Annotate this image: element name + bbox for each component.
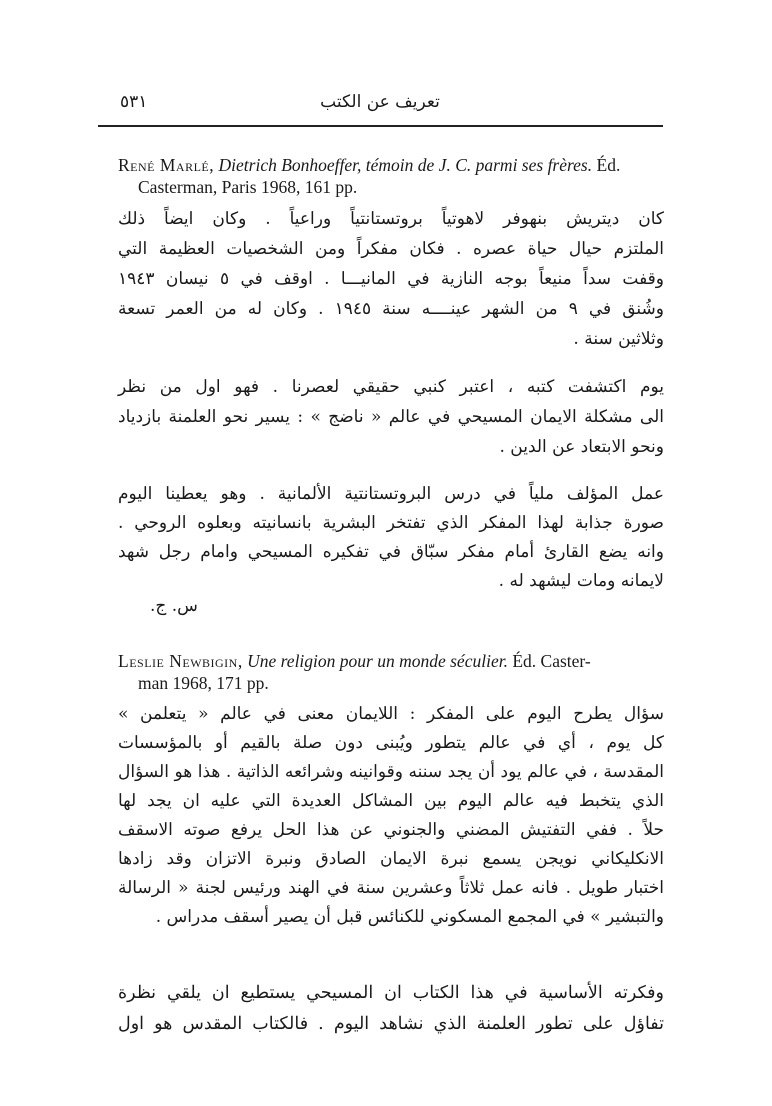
review1-paragraph-1 xyxy=(118,204,664,354)
text-line: الانكليكاني نويجن يسمع نبرة الايمان الصادق ونبرة الاتزان وقد زادها xyxy=(118,849,664,869)
text-line: حلاً . ففي التفتيش المضني والجنوني عن هذا الحل يرفع صوته الاسقف xyxy=(118,820,664,840)
text-line: كل يوم ، أي في عالم يتطور ويُبنى دون صلة بالقيم أو بالمؤسسات xyxy=(118,733,664,753)
citation-author: René Marlé, xyxy=(118,155,215,175)
text-line: وثلاثين سنة . xyxy=(573,329,664,349)
text-line: صورة جذابة لهذا المفكر الذي تفتخر البشرية بانسانيته وبعلوه الروحي . xyxy=(118,513,664,533)
page-number: ٥٣١ xyxy=(120,92,148,112)
text-line: الى مشكلة الايمان المسيحي في عالم « ناضج » : يسير نحو العلمنة بازدياد xyxy=(118,407,664,427)
text-line: يوم اكتشفت كتبه ، اعتبر كنبي حقيقي لعصرنا . فهو اول من نظر xyxy=(118,377,664,397)
text-line: وقفت سداً منيعاً بوجه النازية في المانيـــا . اوقف في ٥ نيسان ١٩٤٣ xyxy=(118,269,664,289)
text-line: تفاؤل على تطور العلمنة الذي نشاهد اليوم . فالكتاب المقدس هو اول xyxy=(118,1014,664,1034)
citation-newbigin xyxy=(118,650,663,694)
text-line: وشُنق في ٩ من الشهر عينــــه سنة ١٩٤٥ . وكان له من العمر تسعة xyxy=(118,299,665,319)
header-rule xyxy=(98,125,663,127)
citation-title: Une religion pour un monde séculier. xyxy=(247,651,508,671)
text-line: المقدسة ، في عالم يود أن يجد سننه وقوانينه وشرائعه الذاتية . هذا هو السؤال xyxy=(118,762,664,782)
running-title: تعريف عن الكتب xyxy=(320,92,440,112)
citation-publisher: man 1968, 171 pp. xyxy=(138,673,269,693)
citation-publisher: Casterman, Paris 1968, 161 pp. xyxy=(138,177,358,197)
page-header xyxy=(100,92,660,116)
text-line: كان ديتريش بنهوفر لاهوتياً بروتستانتياً وراعياً . وكان ايضاً ذلك xyxy=(118,209,664,229)
citation-author: Leslie Newbigin, xyxy=(118,651,243,671)
review1-paragraph-3 xyxy=(118,480,664,596)
text-line: اختبار طويل . فانه عمل ثلاثاً وعشرين سنة في الهند ورئيس لجنة « الرسالة xyxy=(118,878,664,898)
text-line: والتبشير » في المجمع المسكوني للكنائس قبل أن يصير أسقف مدراس . xyxy=(155,907,664,927)
text-line: وانه يضع القارئ أمام مفكر سبّاق في تفكيره المسيحي وامام رجل شهد xyxy=(118,542,664,562)
text-line: الذي يتخبط فيه عالم اليوم بين المشاكل العديدة التي عليه ان يجد لها xyxy=(118,791,664,811)
text-line: وفكرته الأساسية في هذا الكتاب ان المسيحي يستطيع ان يلقي نظرة xyxy=(118,983,664,1003)
text-line: لايمانه ومات ليشهد له . xyxy=(498,571,664,591)
reviewer-signature: س. ج. xyxy=(150,596,198,616)
citation-marle xyxy=(118,154,663,198)
citation-edition: Éd. xyxy=(596,155,621,175)
text-line: الملتزم حيال حياة عصره . فكان مفكراً ومن الشخصيات العظيمة التي xyxy=(118,239,664,259)
text-line: ونحو الابتعاد عن الدين . xyxy=(499,437,664,457)
review2-paragraph-2 xyxy=(118,978,664,1040)
citation-title: Dietrich Bonhoeffer, témoin de J. C. parmi ses frères. xyxy=(218,155,593,175)
text-line: سؤال يطرح اليوم على المفكر : اللايمان معنى في عالم « يتعلمن » xyxy=(118,704,664,724)
review1-paragraph-2 xyxy=(118,372,664,462)
text-line: عمل المؤلف ملياً في درس البروتستانتية الألمانية . وهو يعطينا اليوم xyxy=(118,484,664,504)
review2-paragraph-1 xyxy=(118,700,664,932)
citation-edition: Éd. Caster- xyxy=(512,651,591,671)
